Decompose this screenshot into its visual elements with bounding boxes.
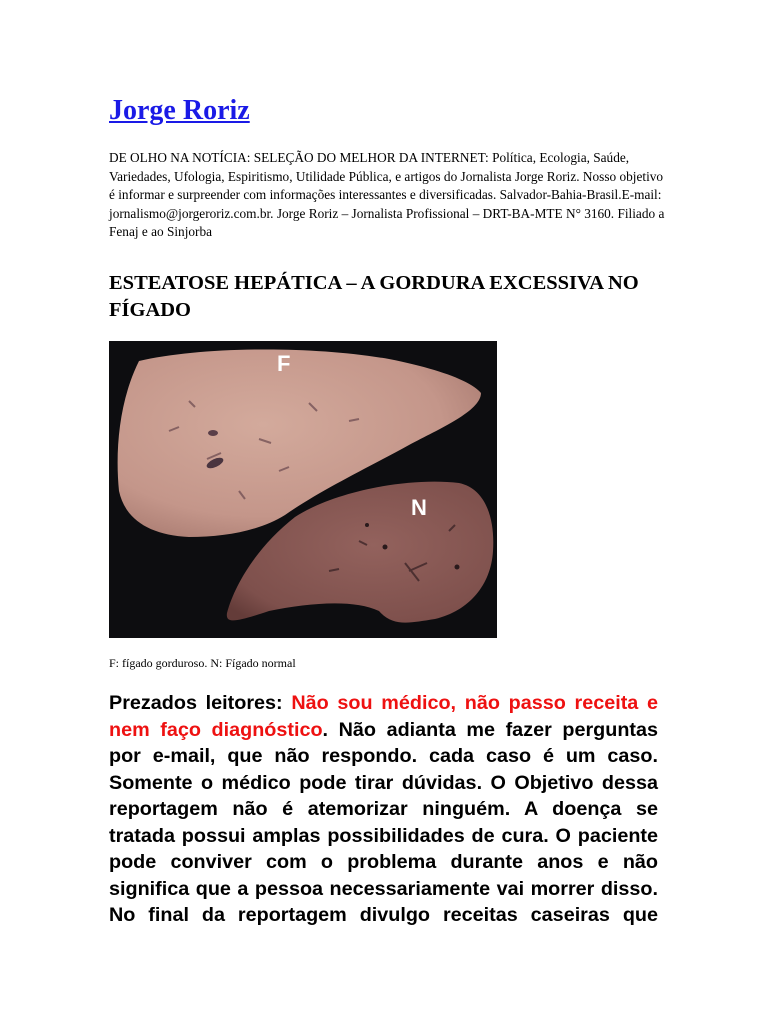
site-description: DE OLHO NA NOTÍCIA: SELEÇÃO DO MELHOR DA INTERNET: Política, Ecologia, Saúde, Variedades, Ufologia, Espiritismo, Utilidade Pública, e artigos do Jornalista Jorge Roriz. Nosso objetivo é informar e surpreender com informações interessantes e diversificadas. Salvador-Bahia-Brasil.E-mail: jornalismo@jorgeroriz.com.br. Jorge Roriz – Jornalista Profissional – DRT-BA-MTE N° 3160. Filiado a Fenaj e ao Sinjorba — [109, 150, 665, 240]
article-title: ESTEATOSE HEPÁTICA – A GORDURA EXCESSIVA NO FÍGADO — [109, 272, 639, 321]
article-paragraph — [109, 690, 658, 929]
normal-liver-label: N — [411, 495, 427, 520]
fatty-liver-label: F — [277, 351, 291, 376]
liver-photo — [109, 341, 497, 638]
site-title-link[interactable]: Jorge Roriz — [109, 95, 250, 126]
liver-illustration — [109, 341, 497, 638]
image-caption: F: fígado gorduroso. N: Fígado normal — [109, 656, 296, 670]
paragraph-body: . Não adianta me fazer perguntas por e-mail, que não respondo. cada caso é um caso. Somente o médico pode tirar dúvidas. O Objetivo dessa reportagem não é atemorizar ninguém. A doença se tratada possui amplas possibilidades de cura. O paciente pode conviver com o problema durante anos e não significa que a pessoa necessariamente vai morrer disso. No final da reportagem divulgo receitas caseiras que — [109, 718, 658, 926]
paragraph-lead: Prezados leitores: — [109, 692, 292, 714]
disclaimer-text: Não sou médico, não passo receita e nem faço diagnóstico — [109, 692, 658, 741]
site-title — [109, 92, 250, 130]
